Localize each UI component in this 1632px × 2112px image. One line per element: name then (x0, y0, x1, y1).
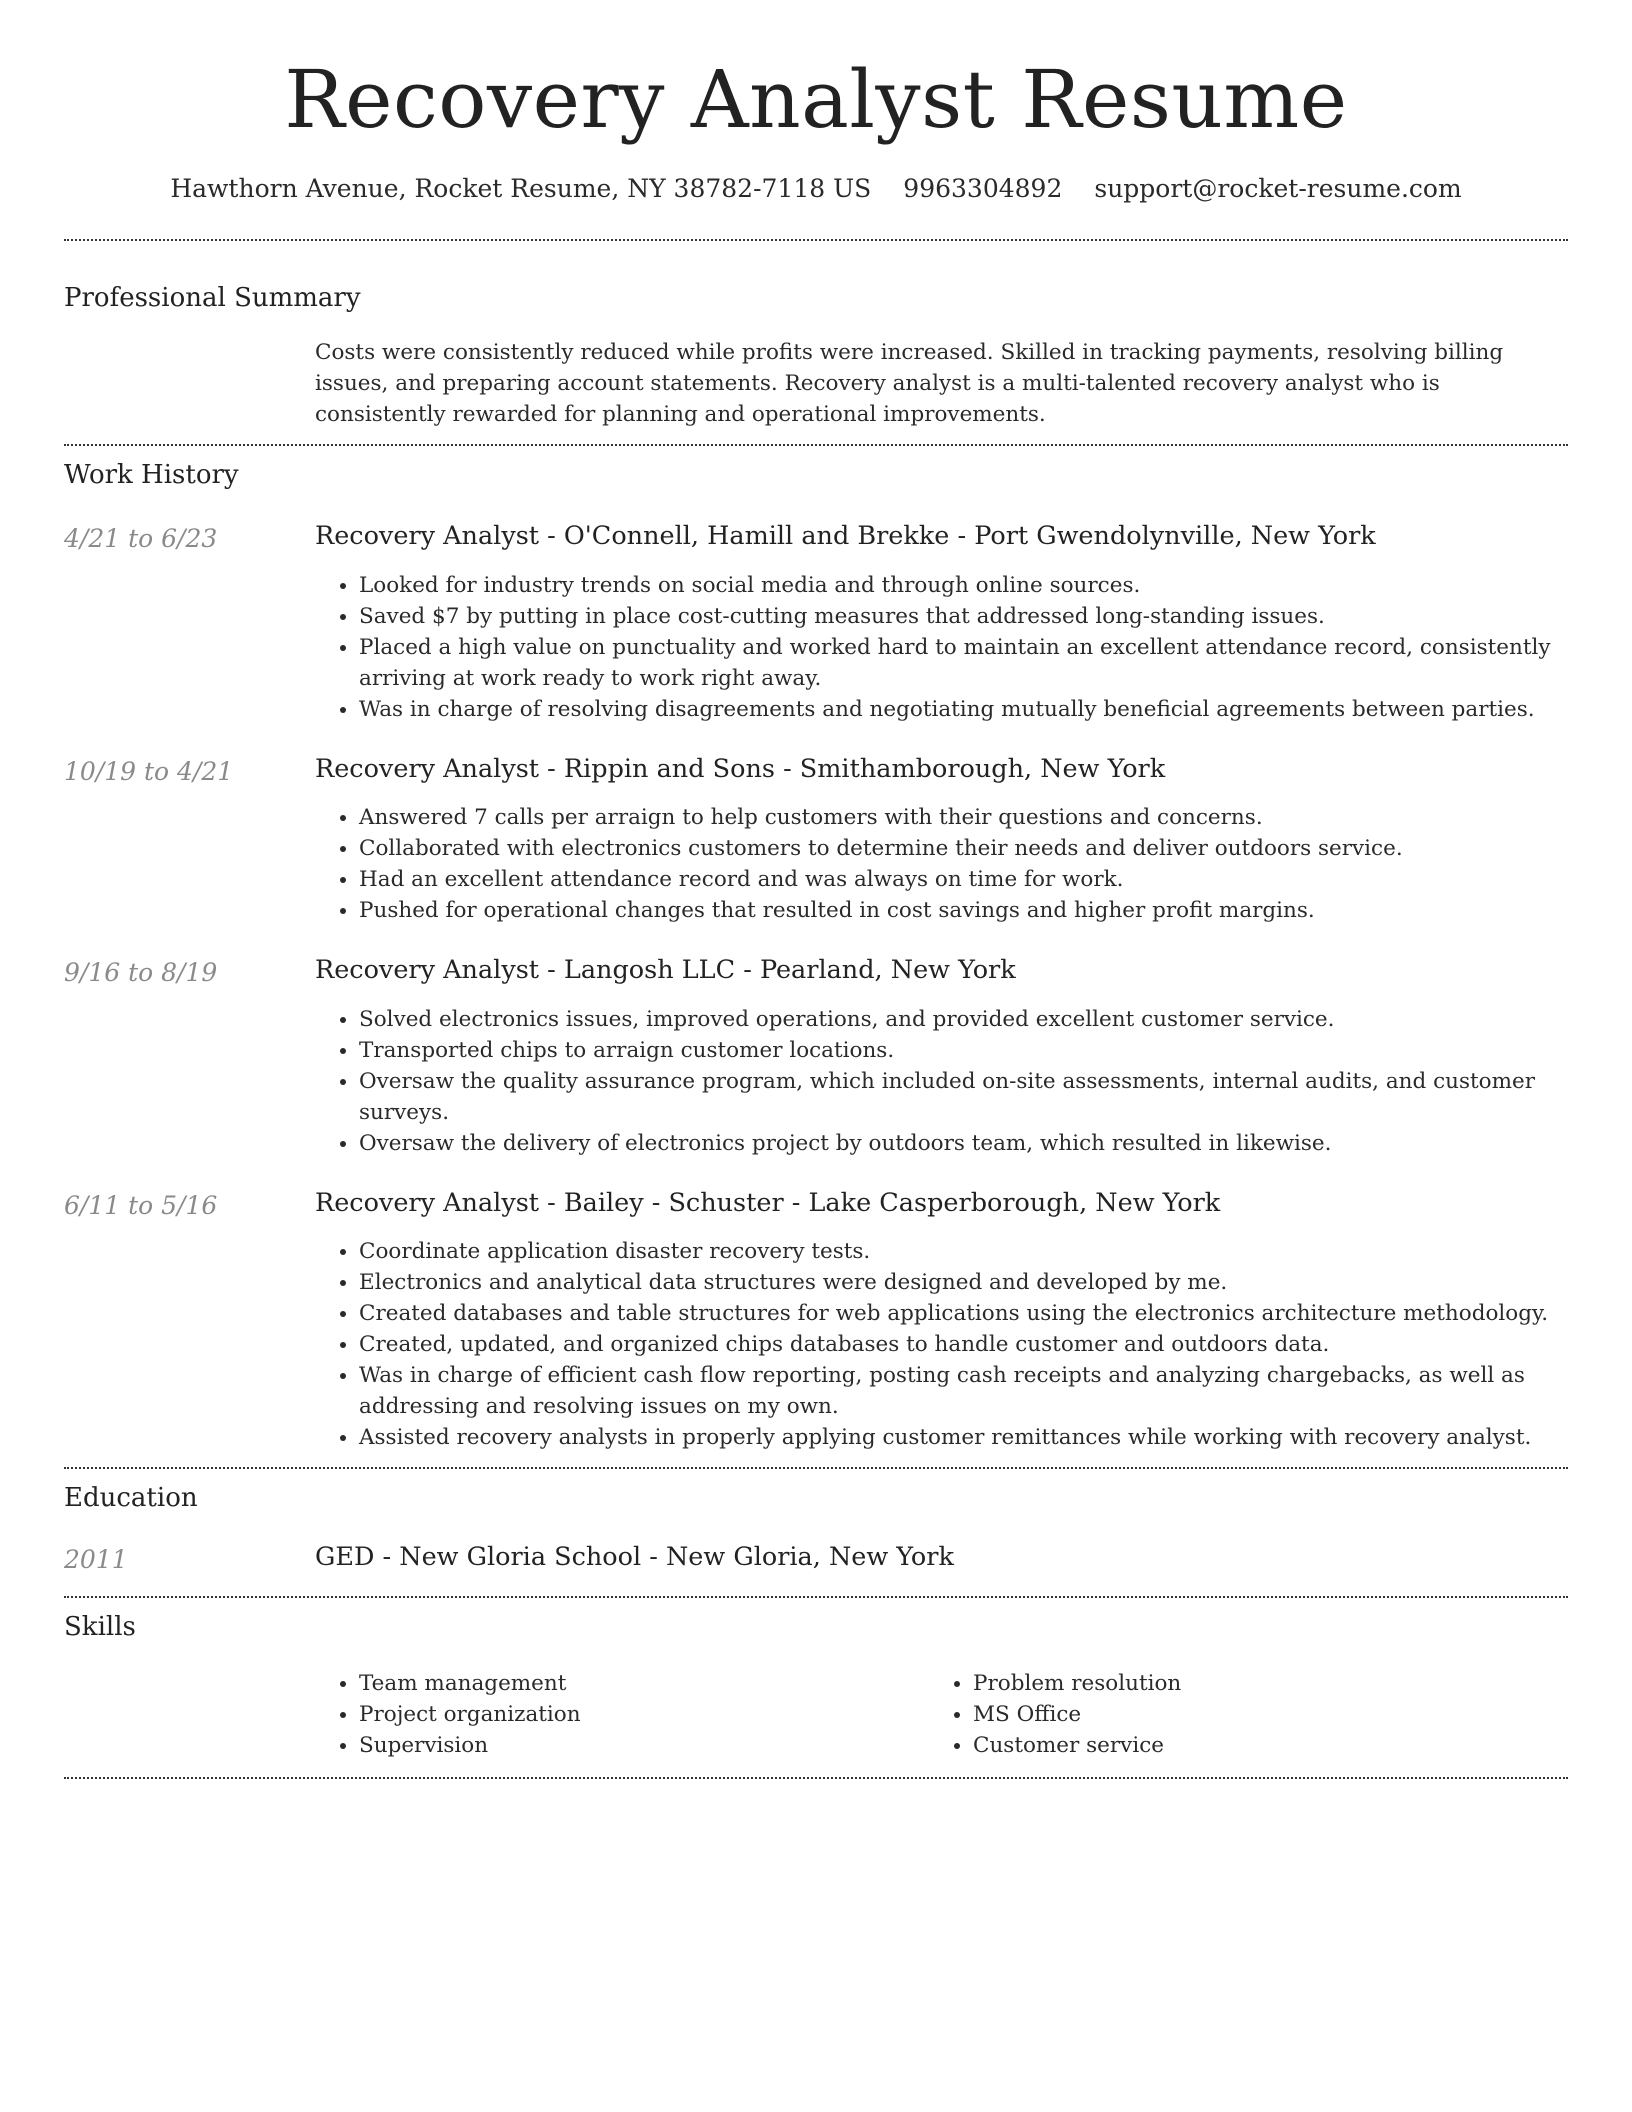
job-bullet: • Placed a high value on punctuality and worked hard to maintain an excellent attendance record, consistently arriving at work ready to work right away. (359, 632, 1568, 694)
job-bullet: • Created, updated, and organized chips databases to handle customer and outdoors data. (359, 1329, 1568, 1360)
job-bullet: • Pushed for operational changes that resulted in cost savings and higher profit margins. (359, 895, 1568, 926)
resume-title: Recovery Analyst Resume (284, 53, 1348, 146)
skills-list-right (929, 1668, 1543, 1761)
skills-list-left (315, 1668, 929, 1761)
job-bullet: • Saved $7 by putting in place cost-cutting measures that addressed long-standing issues. (359, 601, 1568, 632)
skill-item: • Customer service (973, 1730, 1543, 1761)
education-title: GED - New Gloria School - New Gloria, New York (315, 1542, 954, 1572)
job-dates: 10/19 to 4/21 (64, 756, 234, 786)
job-bullet: • Assisted recovery analysts in properly applying customer remittances while working with recovery analyst. (359, 1422, 1568, 1453)
contact-line (64, 174, 1568, 203)
job-details (315, 1187, 1568, 1454)
job-bullet: • Oversaw the quality assurance program, which included on-site assessments, internal audits, and customer surveys. (359, 1066, 1568, 1128)
job-bullets (315, 802, 1568, 926)
job-bullets (315, 1004, 1568, 1159)
section-title-skills: Skills (64, 1612, 136, 1642)
job-bullet: • Was in charge of efficient cash flow reporting, posting cash receipts and analyzing chargebacks, as well as addressing and resolving issues on my own. (359, 1360, 1568, 1422)
job-title: Recovery Analyst - Langosh LLC - Pearland, New York (315, 955, 1016, 985)
job-details (315, 753, 1568, 927)
section-title-education: Education (64, 1483, 198, 1513)
summary-text: Costs were consistently reduced while profits were increased. Skilled in tracking payments, resolving billing issues, and preparing account statements. Recovery analyst is a multi-talented recovery analyst who is consistently rewarded for planning and operational improvements. (315, 340, 1504, 427)
job-dates: 6/11 to 5/16 (64, 1190, 218, 1220)
divider (64, 1596, 1568, 1598)
job-bullet: • Collaborated with electronics customers to determine their needs and deliver outdoors service. (359, 833, 1568, 864)
job-entry (64, 955, 1568, 1159)
skills-grid (315, 1668, 1568, 1761)
job-bullet: • Had an excellent attendance record and was always on time for work. (359, 864, 1568, 895)
job-entry (64, 521, 1568, 725)
job-details (315, 521, 1568, 725)
section-title-summary: Professional Summary (64, 283, 361, 313)
job-bullet: • Looked for industry trends on social media and through online sources. (359, 570, 1568, 601)
job-title: Recovery Analyst - O'Connell, Hamill and Brekke - Port Gwendolynville, New York (315, 521, 1376, 551)
skill-item: • Team management (359, 1668, 929, 1699)
job-bullet: • Solved electronics issues, improved operations, and provided excellent customer service. (359, 1004, 1568, 1035)
job-details (315, 955, 1568, 1159)
divider (64, 1467, 1568, 1469)
job-bullet: • Answered 7 calls per arraign to help customers with their questions and concerns. (359, 802, 1568, 833)
job-bullet: • Created databases and table structures for web applications using the electronics architecture methodology. (359, 1298, 1568, 1329)
skill-item: • Project organization (359, 1699, 929, 1730)
divider (64, 239, 1568, 241)
job-bullet: • Coordinate application disaster recovery tests. (359, 1236, 1568, 1267)
section-title-work-history: Work History (64, 460, 239, 490)
job-dates: 9/16 to 8/19 (64, 958, 218, 987)
contact-email: support@rocket-resume.com (1094, 174, 1462, 203)
job-bullet: • Transported chips to arraign customer locations. (359, 1035, 1568, 1066)
job-bullets (315, 1236, 1568, 1453)
job-entry (64, 753, 1568, 927)
education-year: 2011 (64, 1545, 128, 1574)
job-bullet: • Oversaw the delivery of electronics project by outdoors team, which resulted in likewise. (359, 1128, 1568, 1159)
job-title: Recovery Analyst - Rippin and Sons - Smithamborough, New York (315, 753, 1166, 784)
education-details (315, 1542, 1568, 1572)
contact-address: Hawthorn Avenue, Rocket Resume, NY 38782-7118 US (170, 174, 872, 203)
contact-phone: 9963304892 (903, 174, 1063, 203)
skill-item: • MS Office (973, 1699, 1543, 1730)
job-entry (64, 1187, 1568, 1454)
job-title: Recovery Analyst - Bailey - Schuster - Lake Casperborough, New York (315, 1187, 1221, 1218)
job-bullets (315, 570, 1568, 725)
skill-item: • Problem resolution (973, 1668, 1543, 1699)
job-bullet: • Electronics and analytical data structures were designed and developed by me. (359, 1267, 1568, 1298)
skill-item: • Supervision (359, 1730, 929, 1761)
job-bullet: • Was in charge of resolving disagreements and negotiating mutually beneficial agreements between parties. (359, 694, 1568, 725)
divider (64, 444, 1568, 446)
education-entry (64, 1542, 1568, 1574)
job-dates: 4/21 to 6/23 (64, 524, 218, 553)
divider (64, 1777, 1568, 1779)
